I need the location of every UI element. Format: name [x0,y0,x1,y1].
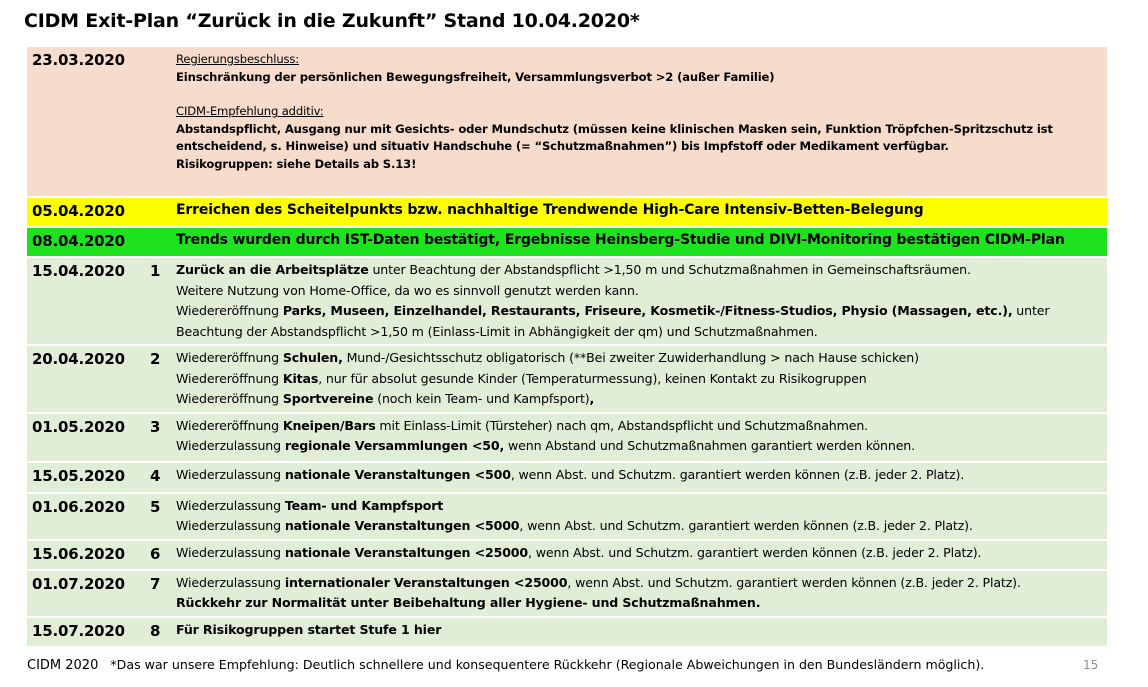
row-text [172,47,1107,197]
table-row [27,462,1107,493]
text-normal: , wenn Abst. und Schutzm. garantiert werden können (z.B. jeder 2. Platz). [519,518,973,533]
table-row [27,227,1107,257]
text-normal: Wiedereröffnung [176,370,283,386]
page-number: 15 [1083,658,1099,672]
text-normal: Wiederzulassung [176,574,285,590]
text-normal: Wiedereröffnung [176,350,283,365]
text-bold: Schulen, [282,350,343,365]
text-bold: Kitas [282,370,319,386]
block-text: entscheidend, s. Hinweise) und situativ Handschuhe (= “Schutzmaßnahmen”) bis Impfstoff oder Medikament verfügbar. [176,139,949,154]
table-row [27,345,1107,413]
text-bold: Kneipen/Bars [282,417,376,433]
block-text: Abstandspflicht, Ausgang nur mit Gesichts- oder Mundschutz (müssen keine klinischen Masken sein, Funktion Tröpfchen-Spritzschutz ist [176,121,1053,136]
text-normal: mit Einlass-Limit (Türsteher) nach qm, Abstandspflicht und Schutzmaßnahmen. [375,417,869,433]
row-stage: 5 [148,493,172,540]
row-text [172,540,1107,570]
row-date: 20.04.2020 [27,345,148,413]
table-row [27,493,1107,540]
row-date: 15.04.2020 [27,257,148,345]
text-normal: Wiederzulassung [176,518,285,533]
text-bold: Sportvereine [282,391,374,406]
text-bold: Rückkehr zur Normalität unter Beibehaltung aller Hygiene- und Schutzmaßnahmen. [176,595,761,610]
text-bold: Zurück an die Arbeitsplätze [176,262,369,277]
row-text [172,462,1107,493]
page-title: CIDM Exit-Plan “Zurück in die Zukunft” Stand 10.04.2020* [24,10,640,32]
text-normal: , wenn Abst. und Schutzm. garantiert werden können (z.B. jeder 2. Platz). [528,544,982,560]
text-normal: , wenn Abst. und Schutzm. garantiert werden können (z.B. jeder 2. Platz). [567,574,1021,590]
text-normal: , wenn Abst. und Schutzm. garantiert werden können (z.B. jeder 2. Platz). [510,466,965,482]
row-date: 01.05.2020 [27,413,148,462]
footer-note: *Das war unsere Empfehlung: Deutlich schnellere und konsequentere Rückkehr (Regionale Abweichungen in den Bundesländern möglich). [110,657,985,672]
text-normal: wenn Abstand und Schutzmaßnahmen garantiert werden können. [504,438,915,453]
text-normal: (noch kein Team- und Kampfsport) [373,391,590,406]
footer [27,657,984,673]
row-text [172,617,1107,647]
row-date: 05.04.2020 [27,197,148,227]
text-normal: unter [1012,303,1050,318]
text-bold: Parks, Museen, Einzelhandel, Restaurants, Friseure, Kosmetik-/Fitness-Studios, Physio (Massagen, etc.), [282,303,1013,318]
row-stage [148,197,172,227]
text-bold: nationale Veranstaltungen <5000 [284,518,520,533]
text-normal: Wiederzulassung [176,438,285,453]
text-normal: Wiedereröffnung [176,417,283,433]
row-date: 01.07.2020 [27,570,148,617]
row-text [172,413,1107,462]
row-text [172,345,1107,413]
row-text-line: Erreichen des Scheitelpunkts bzw. nachhaltige Trendwende High-Care Intensiv-Betten-Belegung [176,202,924,218]
text-normal: Wiedereröffnung [176,303,283,318]
row-stage: 1 [148,257,172,345]
text-bold: nationale Veranstaltungen <25000 [284,544,529,560]
text-bold: nationale Veranstaltungen <500 [284,466,511,482]
row-date: 01.06.2020 [27,493,148,540]
row-text [172,493,1107,540]
table-row [27,570,1107,617]
block-heading: CIDM-Empfehlung additiv: [176,104,324,119]
table-row [27,257,1107,345]
text-bold: Für Risikogruppen startet Stufe 1 hier [176,621,442,637]
row-stage [148,227,172,257]
table-row [27,540,1107,570]
row-date: 15.06.2020 [27,540,148,570]
row-text [172,570,1107,617]
block-text: Einschränkung der persönlichen Bewegungsfreiheit, Versammlungsverbot >2 (außer Familie) [176,69,775,84]
row-stage: 7 [148,570,172,617]
text-normal: unter Beachtung der Abstandspflicht >1,50 m und Schutzmaßnahmen in Gemeinschaftsräumen. [368,262,971,277]
text-bold: , [589,391,595,406]
text-normal: Beachtung der Abstandspflicht >1,50 m (Einlass-Limit in Abhängigkeit der qm) und Schutzmaßnahmen. [176,323,818,339]
text-normal: , nur für absolut gesunde Kinder (Temperaturmessung), keinen Kontakt zu Risikogruppen [318,370,867,386]
text-normal: Wiederzulassung [176,544,285,560]
row-text-line: Trends wurden durch IST-Daten bestätigt, Ergebnisse Heinsberg-Studie und DIVI-Monitoring bestätigen CIDM-Plan [176,232,1065,248]
table-row [27,197,1107,227]
row-text [172,257,1107,345]
text-normal: Wiederzulassung [176,466,285,482]
table-row [27,617,1107,647]
exit-plan-table [27,47,1107,648]
row-text [172,227,1107,257]
table-row [27,47,1107,197]
row-stage: 4 [148,462,172,493]
row-stage: 2 [148,345,172,413]
text-bold: regionale Versammlungen <50, [284,438,505,453]
row-stage: 8 [148,617,172,647]
block-text: Risikogruppen: siehe Details ab S.13! [176,156,417,171]
row-date: 23.03.2020 [27,47,148,197]
text-normal: Wiedereröffnung [176,391,283,406]
table-row [27,413,1107,462]
row-stage [148,47,172,197]
row-date: 15.05.2020 [27,462,148,493]
row-date: 08.04.2020 [27,227,148,257]
footer-brand: CIDM 2020 [27,658,99,673]
text-bold: internationaler Veranstaltungen <25000 [284,574,568,590]
row-text [172,197,1107,227]
text-normal: Weitere Nutzung von Home-Office, da wo es sinnvoll genutzt werden kann. [176,282,639,298]
row-date: 15.07.2020 [27,617,148,647]
row-stage: 6 [148,540,172,570]
block-heading: Regierungsbeschluss: [176,52,300,66]
text-normal: Wiederzulassung [176,497,285,513]
text-normal: Mund-/Gesichtsschutz obligatorisch (**Bei zweiter Zuwiderhandlung > nach Hause schicken) [342,350,919,365]
text-bold: Team- und Kampfsport [284,497,444,513]
row-stage: 3 [148,413,172,462]
